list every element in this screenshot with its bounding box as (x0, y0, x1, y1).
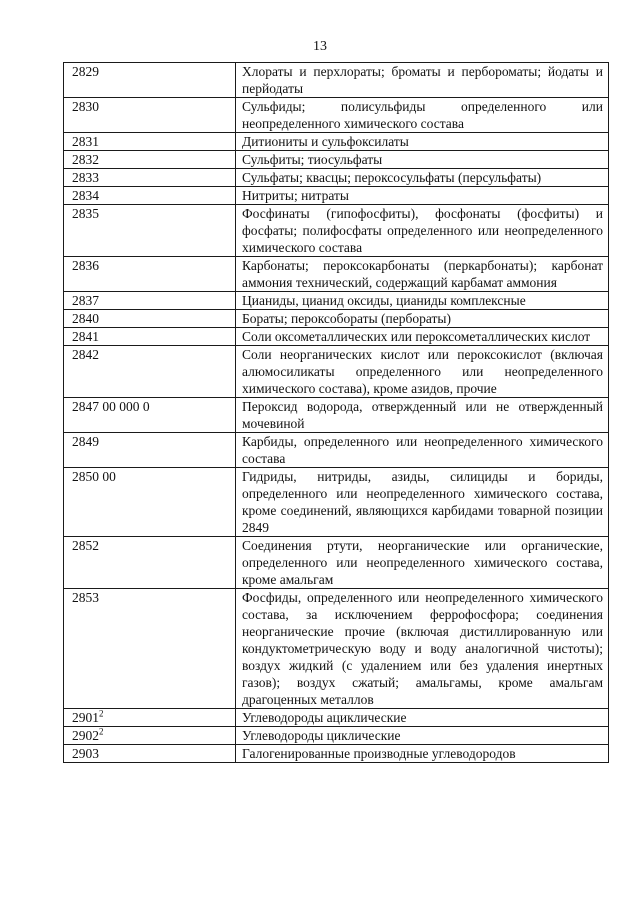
product-description: Хлораты и перхлораты; броматы и пербороматы; йодаты и перйодаты (236, 63, 609, 98)
hs-code: 2903 (72, 746, 99, 761)
hs-code: 2852 (72, 538, 99, 553)
page-number: 13 (313, 39, 327, 54)
hs-code-cell (64, 589, 236, 709)
hs-code-cell (64, 328, 236, 346)
table-row (64, 98, 609, 133)
product-description: Углеводороды ациклические (236, 709, 609, 727)
product-description: Нитриты; нитраты (236, 187, 609, 205)
hs-code-cell (64, 187, 236, 205)
table-row (64, 63, 609, 98)
hs-code: 2840 (72, 311, 99, 326)
product-description: Гидриды, нитриды, азиды, силициды и бориды, определенного или неопределенного химического состава, кроме соединений, являющихся карбидами товарной позиции 2849 (236, 468, 609, 537)
table-row (64, 328, 609, 346)
product-description: Сульфиты; тиосульфаты (236, 151, 609, 169)
product-description: Бораты; пероксобораты (пербораты) (236, 310, 609, 328)
product-description: Карбиды, определенного или неопределенного химического состава (236, 433, 609, 468)
hs-code: 2850 00 (72, 469, 116, 484)
product-description: Соли неорганических кислот или пероксокислот (включая алюмосиликаты определенного или неопределенного химического состава), кроме азидов, прочие (236, 346, 609, 398)
table-row (64, 257, 609, 292)
hs-code-cell (64, 205, 236, 257)
table-row (64, 133, 609, 151)
footnote-marker: 2 (99, 726, 104, 737)
table-row (64, 310, 609, 328)
table-row (64, 346, 609, 398)
hs-code: 2835 (72, 206, 99, 221)
product-description: Углеводороды циклические (236, 727, 609, 745)
product-description: Галогенированные производные углеводородов (236, 745, 609, 763)
hs-code-cell (64, 63, 236, 98)
hs-code-cell (64, 537, 236, 589)
product-description: Сульфиды; полисульфиды определенного или неопределенного химического состава (236, 98, 609, 133)
hs-code-cell (64, 292, 236, 310)
hs-code-cell (64, 709, 236, 727)
hs-code: 2849 (72, 434, 99, 449)
hs-code-cell (64, 468, 236, 537)
table-row (64, 468, 609, 537)
table-row (64, 398, 609, 433)
hs-code-cell (64, 151, 236, 169)
hs-code: 2830 (72, 99, 99, 114)
product-description: Сульфаты; квасцы; пероксосульфаты (персульфаты) (236, 169, 609, 187)
table-row (64, 187, 609, 205)
product-description: Пероксид водорода, отвержденный или не отвержденный мочевиной (236, 398, 609, 433)
hs-code-cell (64, 433, 236, 468)
hs-code: 2836 (72, 258, 99, 273)
hs-code-cell (64, 133, 236, 151)
table-row (64, 589, 609, 709)
hs-code: 2832 (72, 152, 99, 167)
hs-code: 2837 (72, 293, 99, 308)
hs-code-cell (64, 727, 236, 745)
product-description: Дитиониты и сульфоксилаты (236, 133, 609, 151)
product-description: Фосфинаты (гипофосфиты), фосфонаты (фосфиты) и фосфаты; полифосфаты определенного или неопределенного химического состава (236, 205, 609, 257)
hs-code-cell (64, 98, 236, 133)
commodity-code-table (63, 62, 609, 763)
footnote-marker: 2 (99, 708, 104, 719)
hs-code-cell (64, 745, 236, 763)
table-row (64, 205, 609, 257)
hs-code-cell (64, 257, 236, 292)
product-description: Карбонаты; пероксокарбонаты (перкарбонаты); карбонат аммония технический, содержащий карбамат аммония (236, 257, 609, 292)
hs-code: 2829 (72, 64, 99, 79)
table-row (64, 537, 609, 589)
hs-code: 2831 (72, 134, 99, 149)
hs-code: 2842 (72, 347, 99, 362)
table-body (64, 63, 609, 763)
hs-code: 2833 (72, 170, 99, 185)
hs-code: 2841 (72, 329, 99, 344)
hs-code: 2847 00 000 0 (72, 399, 150, 414)
hs-code-cell (64, 169, 236, 187)
table-row (64, 709, 609, 727)
table-row (64, 433, 609, 468)
table-row (64, 745, 609, 763)
table-row (64, 292, 609, 310)
table-row (64, 151, 609, 169)
table-row (64, 727, 609, 745)
hs-code: 2901 (72, 710, 99, 725)
hs-code-cell (64, 310, 236, 328)
product-description: Цианиды, цианид оксиды, цианиды комплексные (236, 292, 609, 310)
product-description: Фосфиды, определенного или неопределенного химического состава, за исключением феррофосфора; соединения неорганические прочие (включая дистиллированную или кондуктометрическую воду и воду аналогичной чистоты); воздух жидкий (с удалением или без удаления инертных газов); воздух сжатый; амальгамы, кроме амальгам драгоценных металлов (236, 589, 609, 709)
hs-code: 2853 (72, 590, 99, 605)
product-description: Соединения ртути, неорганические или органические, определенного или неопределенного химического состава, кроме амальгам (236, 537, 609, 589)
table-row (64, 169, 609, 187)
hs-code: 2834 (72, 188, 99, 203)
hs-code: 2902 (72, 728, 99, 743)
hs-code-cell (64, 346, 236, 398)
hs-code-cell (64, 398, 236, 433)
product-description: Соли оксометаллических или пероксометаллических кислот (236, 328, 609, 346)
